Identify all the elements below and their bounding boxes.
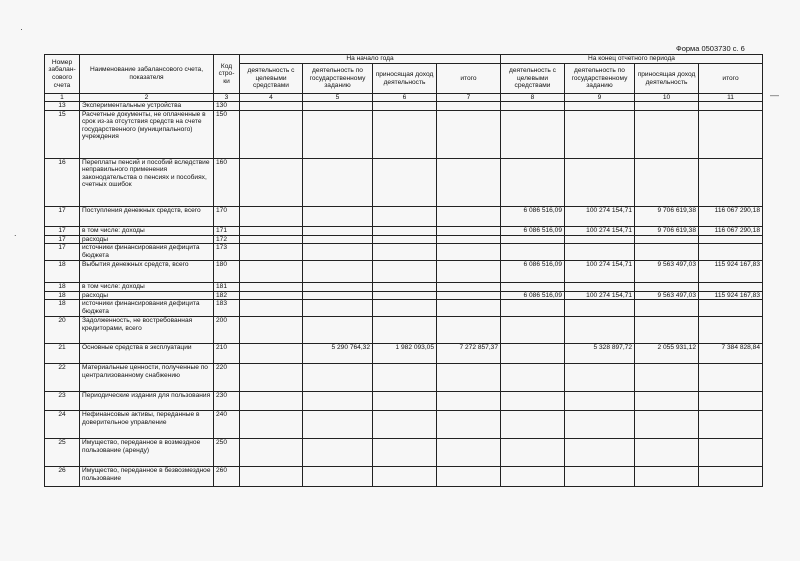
value-cell bbox=[565, 244, 635, 261]
value-cell bbox=[501, 364, 565, 392]
value-cell: 9 706 619,38 bbox=[635, 206, 699, 226]
value-cell bbox=[437, 467, 501, 487]
value-cell bbox=[373, 392, 437, 411]
value-cell bbox=[303, 317, 373, 344]
account-number: 26 bbox=[45, 467, 80, 487]
value-cell: 100 274 154,71 bbox=[565, 206, 635, 226]
value-cell bbox=[303, 235, 373, 244]
value-cell bbox=[635, 317, 699, 344]
value-cell bbox=[699, 439, 763, 467]
value-cell bbox=[240, 364, 303, 392]
table-row bbox=[45, 291, 763, 300]
line-code: 200 bbox=[214, 317, 240, 344]
value-cell bbox=[699, 102, 763, 111]
value-cell bbox=[699, 244, 763, 261]
line-code: 182 bbox=[214, 291, 240, 300]
value-cell: 6 086 516,09 bbox=[501, 206, 565, 226]
account-number: 18 bbox=[45, 291, 80, 300]
value-cell bbox=[373, 411, 437, 439]
value-cell: 9 563 497,03 bbox=[635, 291, 699, 300]
value-cell: 100 274 154,71 bbox=[565, 261, 635, 283]
account-name: Имущество, переданное в безвозмездное пользование bbox=[80, 467, 214, 487]
table-row bbox=[45, 300, 763, 317]
account-number: 21 bbox=[45, 344, 80, 364]
value-cell bbox=[303, 226, 373, 235]
table-row bbox=[45, 110, 763, 158]
value-cell bbox=[437, 283, 501, 292]
column-number: 8 bbox=[501, 94, 565, 102]
column-number: 7 bbox=[437, 94, 501, 102]
value-cell bbox=[437, 261, 501, 283]
value-cell bbox=[699, 158, 763, 206]
value-cell bbox=[303, 300, 373, 317]
value-cell bbox=[565, 110, 635, 158]
value-cell bbox=[635, 411, 699, 439]
line-code: 250 bbox=[214, 439, 240, 467]
scan-mark: — bbox=[770, 90, 779, 100]
value-cell bbox=[635, 110, 699, 158]
line-code: 173 bbox=[214, 244, 240, 261]
account-number: 25 bbox=[45, 439, 80, 467]
account-number: 24 bbox=[45, 411, 80, 439]
value-cell bbox=[501, 235, 565, 244]
value-cell bbox=[501, 300, 565, 317]
column-number: 4 bbox=[240, 94, 303, 102]
value-cell bbox=[635, 283, 699, 292]
account-number: 20 bbox=[45, 317, 80, 344]
table-row bbox=[45, 261, 763, 283]
value-cell bbox=[373, 235, 437, 244]
value-cell bbox=[501, 158, 565, 206]
account-number: 13 bbox=[45, 102, 80, 111]
value-cell bbox=[240, 439, 303, 467]
value-cell bbox=[303, 411, 373, 439]
value-cell bbox=[437, 206, 501, 226]
value-cell bbox=[303, 364, 373, 392]
value-cell bbox=[303, 206, 373, 226]
table-row bbox=[45, 364, 763, 392]
value-cell bbox=[635, 300, 699, 317]
header-c10: приносящая доход деятельность bbox=[635, 64, 699, 94]
value-cell bbox=[635, 364, 699, 392]
value-cell: 116 067 290,18 bbox=[699, 206, 763, 226]
line-code: 130 bbox=[214, 102, 240, 111]
table-body bbox=[45, 102, 763, 487]
table-row bbox=[45, 244, 763, 261]
value-cell bbox=[699, 392, 763, 411]
value-cell bbox=[303, 102, 373, 111]
account-number: 23 bbox=[45, 392, 80, 411]
line-code: 183 bbox=[214, 300, 240, 317]
account-name: Нефинансовые активы, переданные в доверительное управление bbox=[80, 411, 214, 439]
value-cell bbox=[240, 110, 303, 158]
account-number: 18 bbox=[45, 283, 80, 292]
value-cell bbox=[303, 291, 373, 300]
value-cell bbox=[635, 102, 699, 111]
value-cell bbox=[565, 102, 635, 111]
column-number: 5 bbox=[303, 94, 373, 102]
value-cell bbox=[373, 261, 437, 283]
column-number: 9 bbox=[565, 94, 635, 102]
line-code: 170 bbox=[214, 206, 240, 226]
value-cell bbox=[501, 467, 565, 487]
line-code: 220 bbox=[214, 364, 240, 392]
value-cell bbox=[501, 244, 565, 261]
value-cell bbox=[699, 110, 763, 158]
off-balance-table bbox=[44, 54, 763, 487]
value-cell bbox=[437, 317, 501, 344]
value-cell bbox=[437, 102, 501, 111]
value-cell bbox=[501, 344, 565, 364]
account-name: в том числе: доходы bbox=[80, 226, 214, 235]
account-number: 16 bbox=[45, 158, 80, 206]
line-code: 210 bbox=[214, 344, 240, 364]
value-cell bbox=[501, 411, 565, 439]
value-cell bbox=[565, 467, 635, 487]
account-name: в том числе: доходы bbox=[80, 283, 214, 292]
value-cell bbox=[501, 102, 565, 111]
account-number: 22 bbox=[45, 364, 80, 392]
header-group-end: На конец отчетного периода bbox=[501, 55, 763, 64]
value-cell bbox=[240, 411, 303, 439]
value-cell bbox=[635, 158, 699, 206]
value-cell bbox=[635, 244, 699, 261]
value-cell: 9 706 619,38 bbox=[635, 226, 699, 235]
account-name: Основные средства в эксплуатации bbox=[80, 344, 214, 364]
value-cell bbox=[699, 283, 763, 292]
value-cell bbox=[699, 411, 763, 439]
value-cell bbox=[240, 244, 303, 261]
value-cell bbox=[303, 392, 373, 411]
value-cell bbox=[437, 158, 501, 206]
value-cell bbox=[501, 439, 565, 467]
account-name: расходы bbox=[80, 235, 214, 244]
value-cell bbox=[699, 300, 763, 317]
account-name: Задолженность, не востребованная кредиторами, всего bbox=[80, 317, 214, 344]
value-cell bbox=[437, 244, 501, 261]
value-cell bbox=[699, 317, 763, 344]
column-number: 3 bbox=[214, 94, 240, 102]
value-cell bbox=[565, 283, 635, 292]
header-account-name: Наименование забалансового счета, показателя bbox=[80, 55, 214, 94]
value-cell: 7 384 828,84 bbox=[699, 344, 763, 364]
value-cell bbox=[373, 439, 437, 467]
table-row bbox=[45, 283, 763, 292]
value-cell bbox=[699, 467, 763, 487]
value-cell: 7 272 857,37 bbox=[437, 344, 501, 364]
value-cell bbox=[303, 261, 373, 283]
value-cell bbox=[240, 344, 303, 364]
header-c8: деятельность с целевыми средствами bbox=[501, 64, 565, 94]
account-name: Переплаты пенсий и пособий вследствие неправильного применения законодательства о пенсиях и пособиях, счетных ошибок bbox=[80, 158, 214, 206]
line-code: 172 bbox=[214, 235, 240, 244]
value-cell bbox=[240, 300, 303, 317]
value-cell bbox=[699, 364, 763, 392]
form-code: Форма 0503730 с. 6 bbox=[676, 44, 745, 53]
column-number: 6 bbox=[373, 94, 437, 102]
table-row bbox=[45, 206, 763, 226]
value-cell bbox=[240, 317, 303, 344]
account-name: расходы bbox=[80, 291, 214, 300]
value-cell: 100 274 154,71 bbox=[565, 291, 635, 300]
value-cell bbox=[240, 235, 303, 244]
value-cell bbox=[303, 158, 373, 206]
line-code: 181 bbox=[214, 283, 240, 292]
scan-mark: . bbox=[14, 228, 17, 238]
value-cell bbox=[373, 291, 437, 300]
line-code: 180 bbox=[214, 261, 240, 283]
table-row bbox=[45, 102, 763, 111]
value-cell bbox=[437, 439, 501, 467]
value-cell bbox=[635, 439, 699, 467]
account-number: 18 bbox=[45, 300, 80, 317]
line-code: 160 bbox=[214, 158, 240, 206]
header-c7: итого bbox=[437, 64, 501, 94]
account-number: 15 bbox=[45, 110, 80, 158]
value-cell bbox=[240, 261, 303, 283]
value-cell: 115 924 167,83 bbox=[699, 261, 763, 283]
column-number: 2 bbox=[80, 94, 214, 102]
value-cell: 5 328 897,72 bbox=[565, 344, 635, 364]
value-cell bbox=[240, 206, 303, 226]
header-c6: приносящая доход деятельность bbox=[373, 64, 437, 94]
header-line-code: Код стро-ки bbox=[214, 55, 240, 94]
value-cell bbox=[240, 158, 303, 206]
value-cell bbox=[303, 283, 373, 292]
line-code: 171 bbox=[214, 226, 240, 235]
column-number-row bbox=[45, 94, 763, 102]
account-name: Материальные ценности, полученные по централизованному снабжению bbox=[80, 364, 214, 392]
value-cell: 116 067 290,18 bbox=[699, 226, 763, 235]
value-cell bbox=[501, 317, 565, 344]
value-cell bbox=[240, 283, 303, 292]
value-cell bbox=[437, 300, 501, 317]
value-cell bbox=[565, 235, 635, 244]
value-cell bbox=[437, 291, 501, 300]
value-cell bbox=[501, 110, 565, 158]
table-row bbox=[45, 317, 763, 344]
value-cell bbox=[240, 102, 303, 111]
header-c4: деятельность с целевыми средствами bbox=[240, 64, 303, 94]
account-name: Выбытия денежных средств, всего bbox=[80, 261, 214, 283]
value-cell bbox=[565, 392, 635, 411]
table-row bbox=[45, 411, 763, 439]
value-cell bbox=[699, 235, 763, 244]
column-number: 1 bbox=[45, 94, 80, 102]
value-cell bbox=[240, 467, 303, 487]
value-cell bbox=[303, 439, 373, 467]
value-cell bbox=[373, 110, 437, 158]
account-name: Имущество, переданное в возмездное пользование (аренду) bbox=[80, 439, 214, 467]
header-account-number: Номер забалан-сового счета bbox=[45, 55, 80, 94]
value-cell bbox=[635, 392, 699, 411]
value-cell bbox=[437, 364, 501, 392]
table-row bbox=[45, 467, 763, 487]
value-cell bbox=[437, 235, 501, 244]
value-cell bbox=[635, 467, 699, 487]
account-name: Периодические издания для пользования bbox=[80, 392, 214, 411]
line-code: 230 bbox=[214, 392, 240, 411]
value-cell bbox=[303, 244, 373, 261]
account-number: 17 bbox=[45, 235, 80, 244]
column-number: 11 bbox=[699, 94, 763, 102]
value-cell bbox=[437, 411, 501, 439]
value-cell: 6 086 516,09 bbox=[501, 261, 565, 283]
value-cell bbox=[373, 283, 437, 292]
value-cell bbox=[565, 439, 635, 467]
value-cell bbox=[501, 283, 565, 292]
value-cell bbox=[373, 226, 437, 235]
table-row bbox=[45, 344, 763, 364]
account-number: 17 bbox=[45, 244, 80, 261]
table-row bbox=[45, 392, 763, 411]
header-group-start: На начало года bbox=[240, 55, 501, 64]
table-row bbox=[45, 226, 763, 235]
value-cell bbox=[240, 226, 303, 235]
value-cell bbox=[635, 235, 699, 244]
value-cell: 6 086 516,09 bbox=[501, 291, 565, 300]
value-cell bbox=[437, 110, 501, 158]
account-number: 17 bbox=[45, 226, 80, 235]
account-number: 17 bbox=[45, 206, 80, 226]
table-row bbox=[45, 235, 763, 244]
value-cell bbox=[565, 300, 635, 317]
header-c9: деятельность по государственному заданию bbox=[565, 64, 635, 94]
header-c11: итого bbox=[699, 64, 763, 94]
account-name: Экспериментальные устройства bbox=[80, 102, 214, 111]
value-cell bbox=[240, 392, 303, 411]
column-number: 10 bbox=[635, 94, 699, 102]
value-cell bbox=[565, 158, 635, 206]
value-cell bbox=[240, 291, 303, 300]
table-row bbox=[45, 158, 763, 206]
value-cell: 2 055 931,12 bbox=[635, 344, 699, 364]
value-cell bbox=[501, 392, 565, 411]
header-c5: деятельность по государственному заданию bbox=[303, 64, 373, 94]
value-cell: 9 563 497,03 bbox=[635, 261, 699, 283]
value-cell bbox=[437, 392, 501, 411]
line-code: 260 bbox=[214, 467, 240, 487]
value-cell bbox=[373, 317, 437, 344]
value-cell bbox=[373, 244, 437, 261]
value-cell: 6 086 516,09 bbox=[501, 226, 565, 235]
value-cell bbox=[373, 467, 437, 487]
value-cell bbox=[565, 317, 635, 344]
value-cell bbox=[565, 364, 635, 392]
account-name: источники финансирования дефицита бюджета bbox=[80, 244, 214, 261]
value-cell: 100 274 154,71 bbox=[565, 226, 635, 235]
account-name: источники финансирования дефицита бюджета bbox=[80, 300, 214, 317]
value-cell bbox=[565, 411, 635, 439]
value-cell bbox=[303, 110, 373, 158]
account-name: Расчетные документы, не оплаченные в срок из-за отсутствия средств на счете государственного (муниципального) учреждения bbox=[80, 110, 214, 158]
value-cell: 115 924 167,83 bbox=[699, 291, 763, 300]
value-cell bbox=[373, 158, 437, 206]
value-cell: 5 290 764,32 bbox=[303, 344, 373, 364]
value-cell bbox=[437, 226, 501, 235]
value-cell bbox=[373, 102, 437, 111]
line-code: 150 bbox=[214, 110, 240, 158]
value-cell bbox=[373, 364, 437, 392]
scan-mark: · bbox=[20, 24, 23, 34]
value-cell bbox=[373, 300, 437, 317]
value-cell bbox=[373, 206, 437, 226]
value-cell bbox=[303, 467, 373, 487]
account-number: 18 bbox=[45, 261, 80, 283]
value-cell: 1 982 093,05 bbox=[373, 344, 437, 364]
account-name: Поступления денежных средств, всего bbox=[80, 206, 214, 226]
line-code: 240 bbox=[214, 411, 240, 439]
table-row bbox=[45, 439, 763, 467]
